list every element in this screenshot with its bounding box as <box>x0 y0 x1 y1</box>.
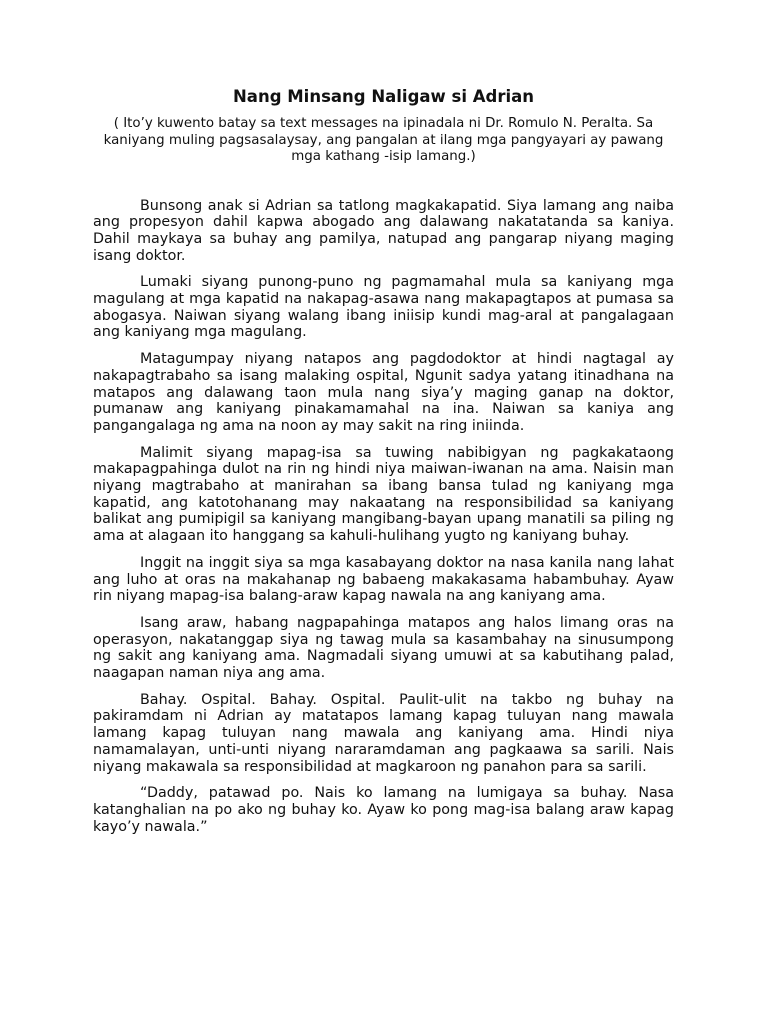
document-subtitle: ( Ito’y kuwento batay sa text messages na ipinadala ni Dr. Romulo N. Peralta. Sa kaniyang muling pagsasalaysay, ang pangalan at ilang mga pangyayari ay pawang mga kathang -isip lamang.) <box>103 116 664 164</box>
paragraph-6: Isang araw, habang nagpapahinga matapos ang halos limang oras na operasyon, nakatanggap siya ng tawag mula sa kasambahay na sinusumpong ng sakit ang kaniyang ama. Nagmadali siyang umuwi at sa kabutihang palad, naagapan naman niya ang ama. <box>93 614 674 682</box>
paragraph-2: Lumaki siyang punong-puno ng pagmamahal mula sa kaniyang mga magulang at mga kapatid na nakapag-asawa nang makapagtapos at pumasa sa abogasya. Naiwan siyang walang ibang iniisip kundi mag-aral at pangalagaan ang kaniyang mga magulang. <box>93 274 674 341</box>
paragraph-8: “Daddy, patawad po. Nais ko lamang na lumigaya sa buhay. Nasa katanghalian na po ako ng buhay ko. Ayaw ko pong mag-isa balang araw kapag kayo’y nawala.” <box>93 785 674 835</box>
document-page <box>93 86 674 845</box>
paragraph-7: Bahay. Ospital. Bahay. Ospital. Paulit-ulit na takbo ng buhay na pakiramdam ni Adrian ay matatapos lamang kapag tuluyan nang mawala lamang kapag tuluyan nang mawala ang kaniyang ama. Hindi niya namamalayan, unti-unti niyang nararamdaman ang pagkaawa sa sarili. Nais niyang makawala sa responsibilidad at magkaroon ng panahon para sa sarili. <box>93 691 674 775</box>
paragraph-5: Inggit na inggit siya sa mga kasabayang doktor na nasa kanila nang lahat ang luho at oras na makahanap ng babaeng makakasama habambuhay. Ayaw rin niyang mapag-isa balang-araw kapag nawala na ang kaniyang ama. <box>93 554 674 605</box>
paragraph-4: Malimit siyang mapag-isa sa tuwing nabibigyan ng pagkakataong makapagpahinga dulot na rin ng hindi niya maiwan-iwanan na ama. Naisin man niyang magtrabaho at manirahan sa ibang bansa tulad ng kaniyang mga kapatid, ang katotohanang may nakaatang na responsibilidad sa kaniyang balikat ang pumipigil sa kaniyang mangibang-bayan upang manatili sa piling ng ama at alagaan ito hanggang sa kahuli-hulihang yugto ng kaniyang buhay. <box>93 444 674 545</box>
paragraph-3: Matagumpay niyang natapos ang pagdodoktor at hindi nagtagal ay nakapagtrabaho sa isang malaking ospital, Ngunit sadya yatang itinadhana na matapos ang dalawang taon mula nang siya’y maging ganap na doktor, pumanaw ang kaniyang pinakamamahal na ina. Naiwan sa kaniya ang pangangalaga ng ama na noon ay may sakit na ring iniinda. <box>93 351 674 434</box>
document-title: Nang Minsang Naligaw si Adrian <box>233 87 534 106</box>
paragraph-1: Bunsong anak si Adrian sa tatlong magkakapatid. Siya lamang ang naiba ang propesyon dahil kapwa abogado ang dalawang nakatatanda sa kaniya. Dahil maykaya sa buhay ang pamilya, natupad ang pangarap niyang maging isang doktor. <box>93 197 674 264</box>
